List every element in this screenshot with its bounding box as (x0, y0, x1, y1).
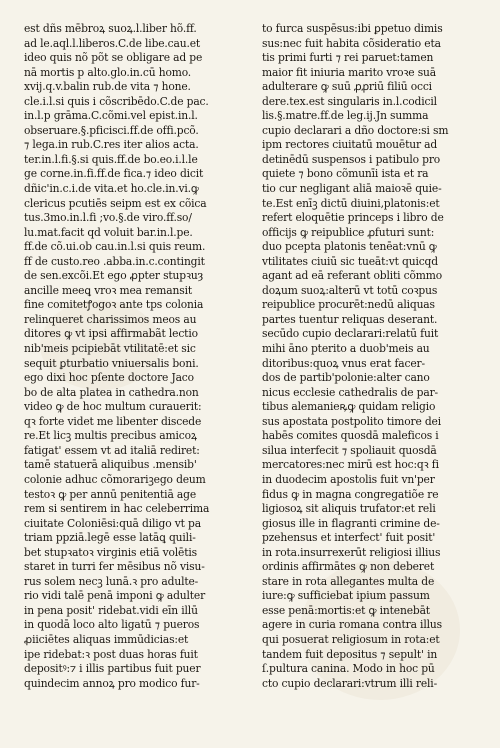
text-line: ipe ridebat:ꝛ post duas horas fuit (24, 647, 198, 661)
text-line: nicus ecclesie cathedralis de par- (262, 385, 439, 399)
text-line: partes tuentur reliquas deserant. (262, 312, 438, 326)
text-line: esse penā:mortis:et ꝙ intenebāt (262, 603, 430, 617)
text-line: ditoribus:quoꝝ vnus erat facer- (262, 356, 425, 370)
text-line: reipublice procurēt:nedū aliquas (262, 298, 435, 312)
text-line: secūdo cupio declarari:relatū fuit (262, 327, 439, 341)
text-line: lu.mat.facit qd voluit bar.in.l.pe. (24, 225, 193, 239)
text-line: clericus pcutiēs seipm est ex cõica (24, 196, 207, 210)
text-line: ⁊ lega.in rub.C.res iter alios acta. (24, 138, 199, 152)
text-line: habēs comites quosdā maleficos i (262, 429, 439, 443)
text-line: in duodecim apostolis fuit vn'per (262, 472, 435, 486)
text-line: tamē statuerā aliquibus .mensib' (24, 458, 197, 472)
text-line: tis primi furti ⁊ rei paruet:tamen (262, 51, 434, 65)
text-line: re.Et licꝫ multis precibus amicoꝝ (24, 429, 197, 443)
text-line: mihi āno pterito a duob'meis au (262, 342, 430, 356)
text-line: ideo quis nõ põt se obligare ad pe (24, 51, 203, 65)
text-line: ordinis affirmātes ꝙ non deberet (262, 560, 435, 574)
text-line: ꝓiiciētes aliquas immūdicias:et (24, 632, 189, 646)
text-line: giosus ille in flagranti crimine de- (262, 516, 440, 530)
text-line: sus:nec fuit habita cõsideratio eta (262, 36, 441, 50)
text-line: refert eloquētie princeps i libro de (262, 211, 444, 225)
text-line: in quodā loco alto ligatū ⁊ pueros (24, 618, 200, 632)
text-line: tibus alemanieꝶꝙ quidam religio (262, 400, 436, 414)
text-line: stare in rota allegantes multa de (262, 574, 435, 588)
text-line: ter.in.l.fi.§.si quis.ff.de bo.eo.i.l.le (24, 152, 198, 166)
text-line: de sen.excõi.Et ego ꝓpter stupꝛuȝ (24, 269, 204, 283)
text-line: cle.i.l.si quis i cõscribēdo.C.de pac. (24, 94, 209, 108)
text-line: dere.tex.est singularis in.l.codicil (262, 94, 437, 108)
text-line: te.Est enīꝫ dictū diuini,platonis:et (262, 196, 440, 210)
text-line: ſ.pultura canina. Modo in hoc pū (262, 662, 435, 676)
text-line: ligiosoꝝ sit aliquis trufator:et reli (262, 502, 436, 516)
text-line: obseruare.§.pficisci.ff.de offi.pcõ. (24, 123, 199, 137)
text-line: ciuitate Coloniēsi:quā diligo vt pa (24, 516, 201, 530)
text-line: ego dixi hoc pſente doctore Jaco (24, 371, 194, 385)
text-line: cto cupio declarari:vtrum illi reli- (262, 676, 438, 690)
text-line: quindecim annoꝝ pro modico fur- (24, 676, 200, 690)
text-line: sequit ꝑturbatio vniuersalis boni. (24, 356, 199, 370)
right-column (262, 22, 486, 691)
text-line: rem si sentirem in hac celeberrima (24, 502, 210, 516)
text-line: in rota.insurrexerūt religiosi illius (262, 545, 441, 559)
text-line: in pena posit' ridebat.vidi eīn illū (24, 603, 198, 617)
text-line: ancille meeꝗ vroꝛ mea remansit (24, 283, 192, 297)
text-line: ff de custo.reo .abba.in.c.contingit (24, 254, 205, 268)
text-line: lis.§.matre.ff.de leg.ij.Jn summa (262, 109, 429, 123)
text-line: dos de partib'polonie:alter cano (262, 371, 430, 385)
left-column (24, 22, 250, 691)
text-line: duo pcepta platonis tenēat:vnū ꝙ (262, 240, 437, 254)
text-line: fine comitetꝭogoꝛ ante tps colonia (24, 298, 204, 312)
text-line: qui posuerat religiosum in rota:et (262, 632, 440, 646)
text-line: video ꝙ de hoc multum curauerit: (24, 400, 202, 414)
text-line: vtilitates ciuiū sic tueāt:vt quicqd (262, 254, 438, 268)
text-line: ipm rectores ciuitatū mouētur ad (262, 138, 438, 152)
text-line: qꝛ forte videt me libenter discede (24, 414, 202, 428)
text-line: depositꝰ:⁊ i illis partibus fuit puer (24, 662, 201, 676)
text-line: colonie adhuc cõmorariꝫego deum (24, 472, 206, 486)
text-line: xvij.q.v.balin rub.de vita ⁊ hone. (24, 80, 191, 94)
text-line: tus.3mo.in.l.fi ;vo.§.de viro.ff.so/ (24, 211, 192, 225)
text-line: mercatores:nec mirū est hoc:qꝛ fi (262, 458, 439, 472)
text-line: maior fit iniuria marito vroꝛe suā (262, 65, 436, 79)
text-line: ditores ꝙ vt ipsi affirmabãt lectio (24, 327, 198, 341)
text-line: staret in turri fer mēsibus nõ visu- (24, 560, 205, 574)
text-line: ff.de cõ.ui.ob cau.in.l.si quis reum. (24, 240, 206, 254)
text-line: bet stupꝛatoꝛ virginis etiā volētis (24, 545, 197, 559)
text-line: pzehensus et interfect' fuit posit' (262, 531, 436, 545)
text-line: rio vidi talē penā imponi ꝙ adulter (24, 589, 206, 603)
text-line: fidus ꝙ in magna congregatiõe re (262, 487, 439, 501)
text-line: triam ppziā.legē esse latāꝗ quili- (24, 531, 196, 545)
text-line: relinqueret charissimos meos au (24, 312, 197, 326)
text-line: est dñs mēbroꝝ suoꝝ.l.liber hõ.ff. (24, 22, 197, 35)
text-line: adulterare ꝙ suū ꝓꝓriū filiū occi (262, 80, 432, 94)
text-line: ge corne.in.fi.ff.de fica.⁊ ideo dicit (24, 167, 204, 181)
text-line: dñic'in.c.i.de vita.et ho.cle.in.vi.ꝙ (24, 182, 199, 196)
text-line: silua interfecit ⁊ spoliauit quosdā (262, 443, 437, 457)
text-line: cupio declarari a dño doctore:si sm (262, 123, 449, 137)
text-line: detinēdū suspensos i patibulo pro (262, 152, 441, 166)
text-line: nib'meis pcipiebāt vtilitatē:et sic (24, 342, 196, 356)
text-line: officijs ꝙ reipublice ꝓfuturi sunt: (262, 225, 435, 239)
text-line: agant ad eā referant obliti cõmmo (262, 269, 443, 283)
text-line: doꝝum suoꝝ:alterū vt totū coꝛpus (262, 283, 438, 297)
text-line: testoꝛ ꝙ per annū penitentiā age (24, 487, 197, 501)
text-line: ad le.aql.l.liberos.C.de libe.cau.et (24, 36, 201, 50)
text-line: agere in curia romana contra illus (262, 618, 442, 632)
text-line: tio cur negligant aliā maioꝛē quie- (262, 182, 442, 196)
text-line: to furca suspēsus:ibi ꝑpetuo dimis (262, 22, 443, 35)
text-line: rus solem necꝫ lunā.ꝛ pro adulte- (24, 574, 199, 588)
text-line: tandem fuit depositus ⁊ sepult' in (262, 647, 438, 661)
text-line: fatigat' essem vt ad italiā rediret: (24, 443, 200, 457)
text-line: quiete ⁊ bono cõmunīi ista et ra (262, 167, 429, 181)
text-line: bo de alta platea in cathedra.non (24, 385, 199, 399)
text-line: in.l.p grāma.C.cõmi.vel epist.in.l. (24, 109, 198, 123)
text-line: sus apostata postpolito timore dei (262, 414, 442, 428)
text-line: nā mortis p alto.glo.in.cū homo. (24, 65, 192, 79)
text-line: iure:ꝙ sufficiebat ipium passum (262, 589, 430, 603)
